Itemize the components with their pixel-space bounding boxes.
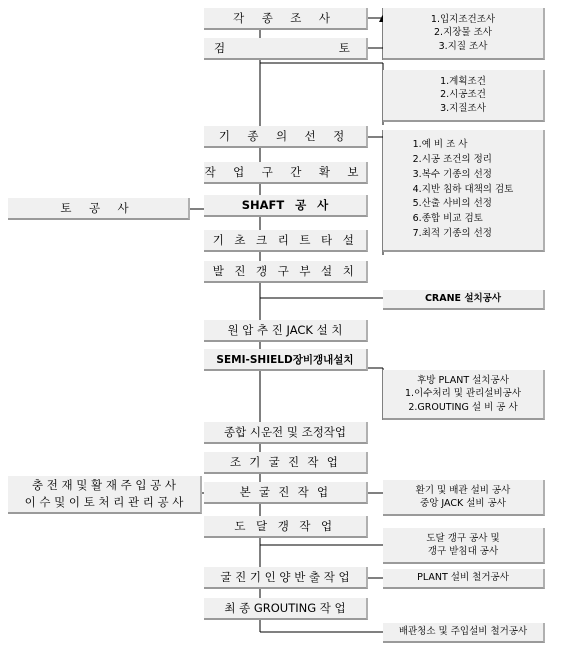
note-review-item: 2.시공조건 xyxy=(440,89,486,101)
note-review-item: 1.계획조건 xyxy=(440,76,486,88)
note-crane xyxy=(383,290,545,310)
note-survey-item: 3.지질 조사 xyxy=(438,40,488,52)
note-ventilation-item: 중앙 JACK 설비 공사 xyxy=(420,498,506,509)
step-commissioning-label: 종합 시운전 및 조정작업 xyxy=(223,425,347,439)
step-survey xyxy=(204,8,368,30)
note-review-item: 3.지질조사 xyxy=(440,102,486,114)
note-survey-item: 2.지장물 조사 xyxy=(434,27,492,39)
step-arrival-shaft-label: 도 달 갱 작 업 xyxy=(234,519,336,533)
earthwork-label: 토 공 사 xyxy=(60,201,136,215)
note-plant-item: 1.이수처리 및 관리설비공사 xyxy=(404,388,522,400)
step-model-selection xyxy=(204,126,368,148)
step-shaft xyxy=(204,195,368,217)
step-commissioning xyxy=(204,422,368,444)
note-plant-item: 후방 PLANT 설치공사 xyxy=(417,375,509,387)
note-plant-removal xyxy=(383,569,545,589)
note-final-removal xyxy=(383,623,545,643)
note-arrival-item: 도달 갱구 공사 및 xyxy=(426,532,500,544)
backfill-label-line2: 이 수 및 이 토 처 리 관 리 공 사 xyxy=(24,495,184,509)
step-foundation-concrete-label: 기 초 크 리 트 타 설 xyxy=(212,233,358,247)
note-survey xyxy=(383,8,545,60)
earthwork-box xyxy=(8,198,190,220)
step-initial-tunneling-label: 조 기 굴 진 작 업 xyxy=(229,455,341,469)
note-selection-item: 1.예 비 조 사 xyxy=(412,139,468,151)
step-semi-shield-label: SEMI-SHIELD장비갱내설치 xyxy=(216,353,354,366)
note-arrival-item: 갱구 받침대 공사 xyxy=(427,546,499,557)
note-survey-item: 1.입지조건조사 xyxy=(430,14,496,26)
backfill-box xyxy=(8,476,202,514)
note-ventilation xyxy=(383,480,545,516)
step-model-selection-label: 기 종 의 선 정 xyxy=(218,129,352,143)
note-arrival xyxy=(383,528,545,564)
note-crane-label: CRANE 설치공사 xyxy=(424,293,502,305)
step-jack-install-label: 원 압 추 진 JACK 설 치 xyxy=(227,323,343,337)
note-review xyxy=(383,70,545,122)
note-selection-item: 6.종합 비교 검토 xyxy=(412,213,483,225)
step-main-tunneling xyxy=(204,482,368,504)
step-final-grouting-label: 최 종 GROUTING 작 업 xyxy=(224,601,346,615)
note-selection-item: 2.시공 조건의 정리 xyxy=(412,154,492,166)
note-selection-item: 3.복수 기종의 선정 xyxy=(412,168,492,180)
step-work-section xyxy=(204,162,368,184)
step-final-grouting xyxy=(204,598,368,620)
step-jack-install xyxy=(204,320,368,342)
step-machine-removal-label: 굴 진 기 인 양 반 출 작 업 xyxy=(220,570,350,584)
note-plant-item: 2.GROUTING 설 비 공 사 xyxy=(408,401,518,413)
step-launch-shaft-label: 발 진 갱 구 부 설 치 xyxy=(212,264,358,278)
step-main-tunneling-label: 본 굴 진 작 업 xyxy=(239,485,331,499)
note-selection-item: 4.지반 침하 대책의 검토 xyxy=(412,183,514,195)
step-work-section-label: 작 업 구 간 확 보 xyxy=(204,165,366,179)
step-review xyxy=(204,38,368,60)
note-selection-item: 7.최적 기종의 선정 xyxy=(412,227,492,239)
step-review-label: 검 토 xyxy=(214,41,350,55)
step-arrival-shaft xyxy=(204,516,368,538)
step-initial-tunneling xyxy=(204,452,368,474)
step-machine-removal xyxy=(204,567,368,589)
step-launch-shaft xyxy=(204,261,368,283)
step-semi-shield xyxy=(204,349,368,371)
step-foundation-concrete xyxy=(204,230,368,252)
step-survey-label: 각 종 조 사 xyxy=(233,11,337,25)
backfill-label-line1: 충 전 재 및 활 재 주 입 공 사 xyxy=(32,477,176,492)
note-plant-removal-label: PLANT 설비 철거공사 xyxy=(417,572,509,584)
note-selection-item: 5.산출 사비의 선정 xyxy=(412,198,492,210)
step-shaft-label: SHAFT 공 사 xyxy=(241,198,329,212)
note-plant xyxy=(383,370,545,420)
note-ventilation-item: 환기 및 배관 설비 공사 xyxy=(415,484,511,496)
note-final-removal-label: 배관청소 및 주입설비 철거공사 xyxy=(398,626,528,638)
note-selection xyxy=(383,130,545,252)
